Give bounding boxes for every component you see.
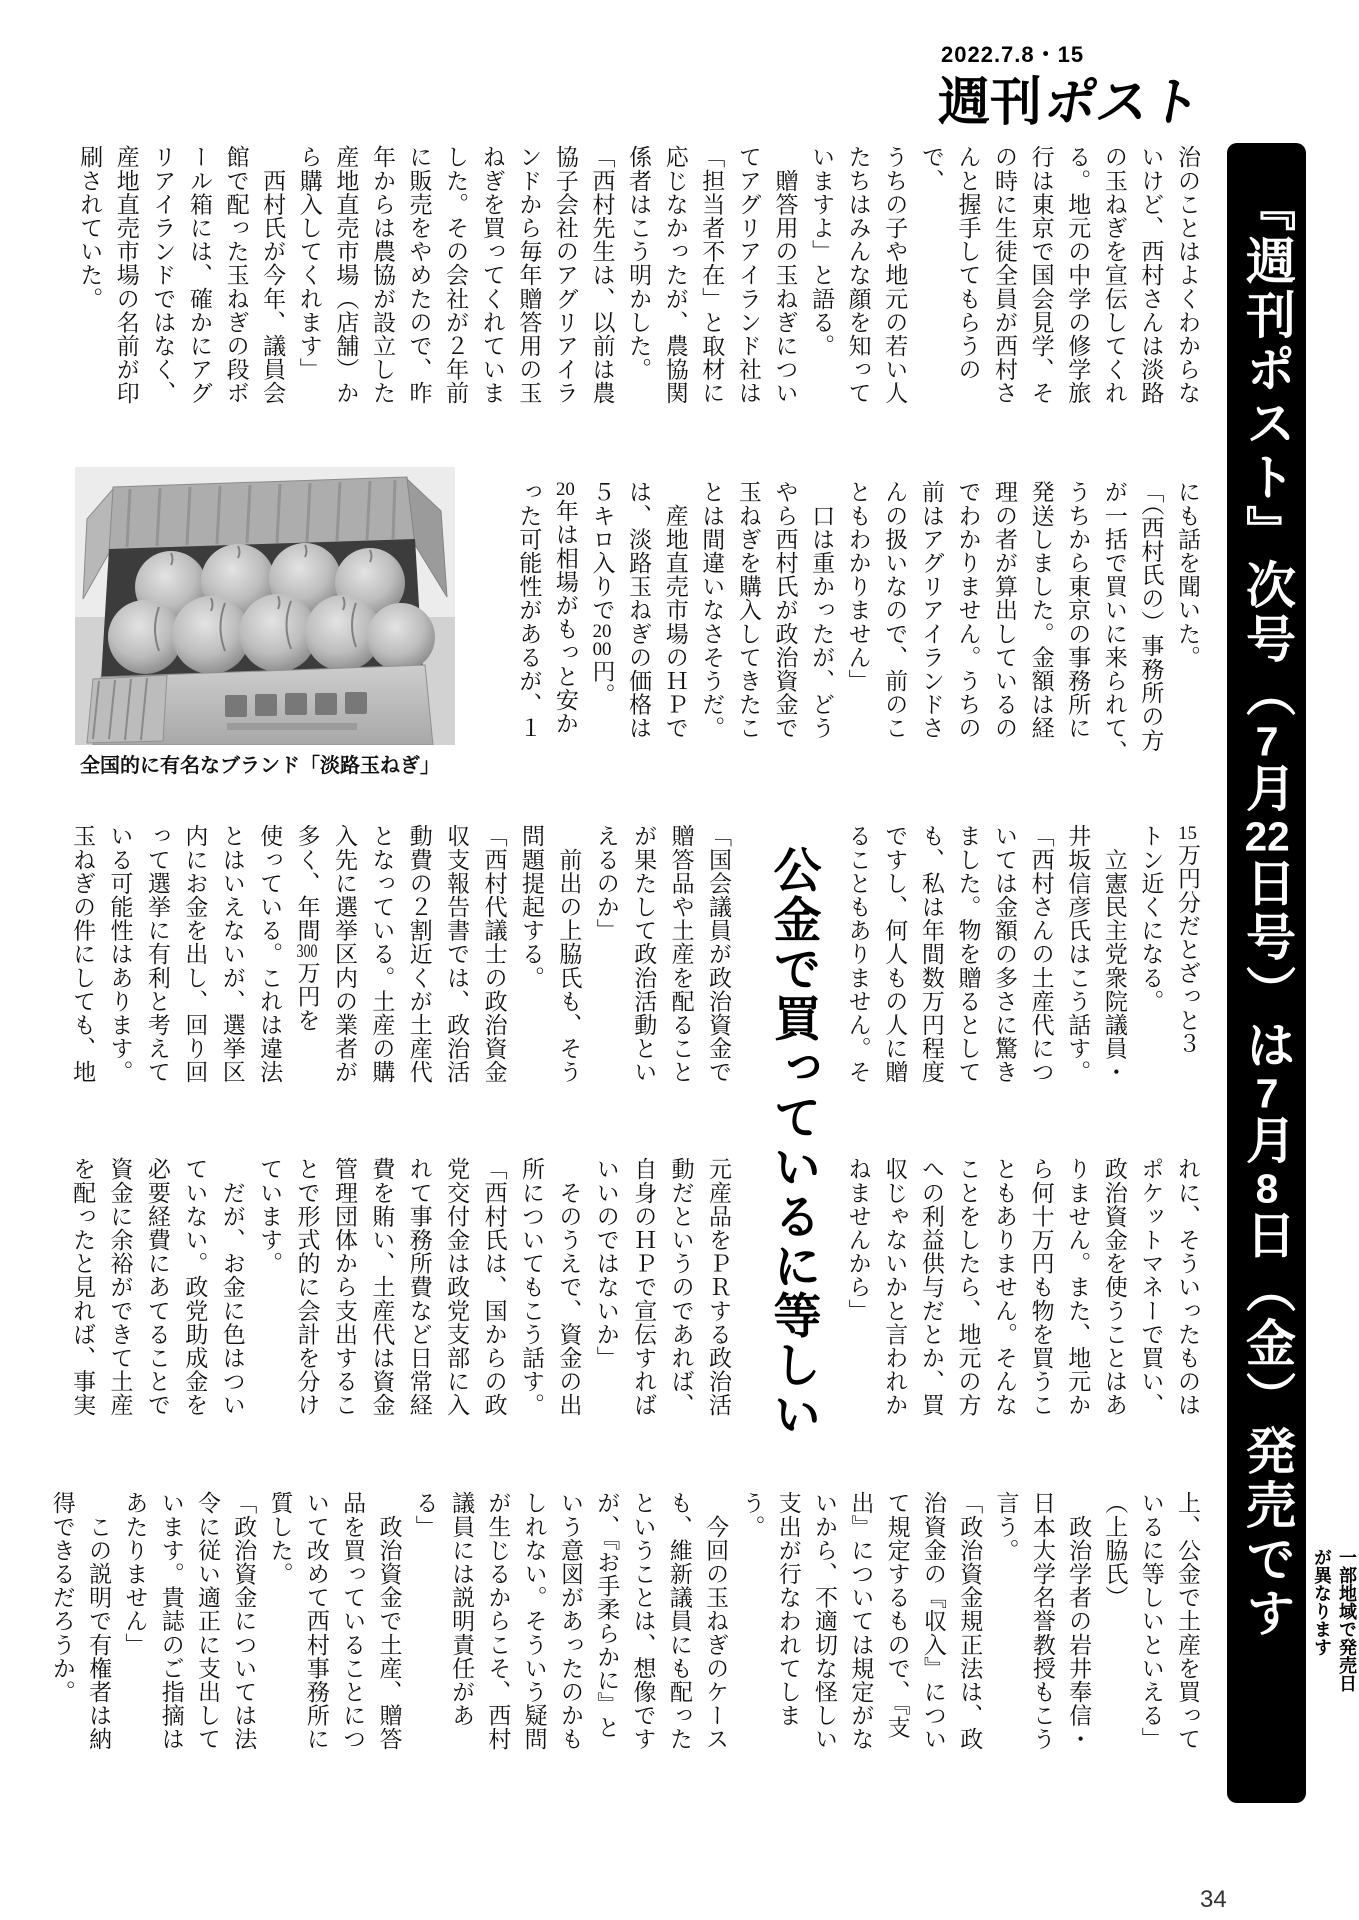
text-column: ました。物を贈るとして: [955, 824, 981, 1084]
text-band-5: [49, 1491, 1205, 1774]
text-column: 理の者が算出しているの: [992, 480, 1018, 740]
text-column: ら購入してくれます」: [296, 145, 322, 381]
text-column: あたりません」: [122, 1491, 148, 1657]
text-column: そのうえで、資金の出: [556, 1157, 582, 1417]
logo-post: ポスト: [1039, 74, 1207, 132]
text-column: 収じゃないかと言われか: [882, 1157, 908, 1417]
text-column: 協子会社のアグリアイラ: [552, 145, 578, 405]
text-column: が一括で買いに来られて、: [1101, 480, 1127, 764]
text-column: 令に従い適正に支出して: [194, 1491, 220, 1751]
text-column: れに、そういったものは: [1175, 1157, 1200, 1417]
text-column: の玉ねぎを宣伝してくれ: [1101, 145, 1127, 405]
text-column: ということは、想像です: [630, 1491, 656, 1751]
text-column: 「西村先生は、以前は農: [589, 145, 615, 405]
text-column: 自身のＨＰで宣伝すれば: [631, 1157, 657, 1417]
text-column: ともわかりません」: [845, 480, 871, 693]
text-column: 治のことはよくわからな: [1175, 145, 1200, 405]
text-column: 「西村さんの土産代につ: [1028, 824, 1054, 1084]
text-column: 政治学者の岩井奉信・: [1066, 1491, 1092, 1751]
text-column: リアイランドではなく、: [150, 145, 176, 405]
text-column: てアグリアイランド社は: [735, 145, 761, 405]
text-band-3-left: [64, 824, 737, 1105]
text-column: 上、公金で土産を買って: [1175, 1491, 1200, 1751]
text-column: 収支報告書では、政治活: [444, 824, 470, 1084]
text-column: だが、お金に色はつい: [219, 1157, 245, 1417]
page-number: 34: [1200, 1886, 1227, 1913]
text-column: しれない。そういう疑問: [521, 1491, 547, 1751]
text-column: る。地元の中学の修学旅: [1065, 145, 1091, 405]
text-column: 問題提起する。: [518, 824, 544, 990]
text-column: 党交付金は政党支部に入: [444, 1157, 470, 1417]
text-column: いるに等しいといえる」: [1138, 1491, 1164, 1751]
text-column: ねぎを買ってくれていま: [479, 145, 505, 405]
text-column: 動費の２割近くが土産代: [406, 824, 432, 1084]
text-band-4-right: [839, 1157, 1205, 1440]
text-column: うちの子や地元の若い人: [882, 145, 908, 405]
text-column: 「政治資金については法: [231, 1491, 257, 1751]
text-column: した。その会社が２年前: [443, 145, 469, 405]
text-column: ５キロ入りで2000円。: [589, 480, 615, 707]
text-column: とで形式的に会計を分け: [294, 1157, 320, 1417]
text-column: 入先に選挙区内の業者が: [331, 824, 357, 1084]
text-column: の時に生徒全員が西村さ: [992, 145, 1018, 405]
text-column: 係者はこう明かした。: [626, 145, 652, 381]
text-column: る」: [412, 1491, 438, 1539]
text-column: 贈答品や土産を配ること: [668, 824, 694, 1084]
text-column: 政治資金で土産、贈答: [376, 1491, 402, 1751]
text-column: 治資金の『収入』につい: [920, 1491, 946, 1751]
text-column: （上脇氏）: [1102, 1491, 1128, 1609]
text-column: 発送しました。金額は経: [1028, 480, 1054, 740]
text-column: 前はアグリアイランドさ: [918, 480, 944, 740]
text-column: ねませんから」: [845, 1157, 871, 1323]
text-column: 元産品をＰＲする政治活: [706, 1157, 731, 1417]
text-band-3-right: [839, 824, 1205, 1105]
text-column: たちはみんな顔を知って: [845, 145, 871, 405]
photo-caption: 全国的に有名なブランド「淡路玉ねぎ」: [80, 755, 440, 777]
text-column: うちから東京の事務所に: [1065, 480, 1091, 740]
text-column: は、淡路玉ねぎの価格は: [626, 480, 652, 740]
text-column: りません。また、地元か: [1065, 1157, 1091, 1417]
text-column: この説明で有権者は納: [86, 1491, 112, 1751]
text-column: いては金額の多さに驚き: [992, 824, 1018, 1084]
text-column: 資金に余裕ができて土産: [107, 1157, 133, 1417]
magazine-logo: [938, 60, 1207, 135]
text-column: 「（西村氏の）事務所の方: [1138, 480, 1164, 752]
text-column: を配ったと見れば、事実: [70, 1157, 96, 1417]
text-column: となっている。土産の購: [369, 824, 395, 1084]
text-column: 行は東京で国会見学、そ: [1028, 145, 1054, 405]
logo-shukan: 週刊: [938, 74, 1043, 132]
text-column: れて事務所費など日常経: [406, 1157, 432, 1417]
text-column: とはいえないが、選挙区: [219, 824, 245, 1084]
onion-photo-graphic: [75, 467, 455, 745]
text-column: ともありません。そんな: [992, 1157, 1018, 1417]
text-column: 費を賄い、土産代は資金: [369, 1157, 395, 1417]
text-column: 前出の上脇氏も、そう: [556, 824, 582, 1084]
text-column: 立憲民主党衆院議員・: [1101, 824, 1127, 1084]
onion-photo: [75, 467, 455, 745]
text-column: 所についてもこう話す。: [518, 1157, 544, 1417]
text-band-4-left: [64, 1157, 737, 1440]
text-column: 玉ねぎの件にしても、地: [70, 824, 96, 1084]
text-column: 「西村代議士の政治資金: [481, 824, 507, 1084]
text-column: 支出が行なわれてしまう。: [739, 1491, 801, 1727]
text-column: ことをしたら、地元の方: [955, 1157, 981, 1417]
text-column: 動だというのであれば、: [668, 1157, 694, 1417]
text-column: 西村氏が今年、議員会: [260, 145, 286, 405]
text-column: ール箱には、確かにアグ: [186, 145, 212, 405]
text-column: んと握手してもらうので、: [918, 145, 981, 381]
text-column: 品を買っていることにつ: [340, 1491, 366, 1751]
text-band-2: [510, 480, 1205, 765]
text-column: えるのか」: [593, 824, 619, 942]
text-column: 質した。: [267, 1491, 293, 1586]
text-column: も、維新議員にも配った: [666, 1491, 692, 1751]
text-column: ることもありません。そ: [845, 824, 871, 1084]
text-column: ら何十万円も物を買うこ: [1028, 1157, 1054, 1417]
text-column: 必要経費にあてることで: [144, 1157, 170, 1417]
text-column: 多く、年間300万円を: [294, 824, 320, 1032]
banner-region-note: 一部地域で発売日が異なります: [1312, 1548, 1357, 1692]
text-column: 政治資金を使うことはあ: [1101, 1157, 1127, 1417]
text-column: いいのではないか」: [593, 1157, 619, 1370]
text-column: への利益供与だとか、買: [918, 1157, 944, 1417]
text-column: て規定するもので、『支: [884, 1491, 910, 1740]
next-issue-banner-text: 『週刊ポスト』次号（7月22日号）は7月8日（金）発売です: [1239, 181, 1295, 1641]
text-column: とは間違いなさそうだ。: [699, 480, 725, 740]
text-column: 得できるだろうか。: [49, 1491, 75, 1704]
text-column: も、私は年間数万円程度: [918, 824, 944, 1084]
text-column: いけど、西村さんは淡路: [1138, 145, 1164, 405]
text-column: いう意図があったのかも: [557, 1491, 583, 1751]
text-column: 「担当者不在」と取材に: [699, 145, 725, 405]
text-column: 刷されていた。: [77, 145, 103, 311]
text-column: いる可能性はあります。: [107, 824, 133, 1084]
text-column: って選挙に有利と考えて: [144, 824, 170, 1084]
text-column: が、『お手柔らかに』と: [594, 1491, 620, 1740]
text-column: 井坂信彦氏はこう話す。: [1065, 824, 1091, 1084]
text-column: ています。: [257, 1157, 283, 1275]
text-column: んの扱いなので、前のこ: [882, 480, 908, 740]
text-band-1: [77, 145, 1205, 407]
text-column: 「西村氏は、国からの政: [481, 1157, 507, 1417]
text-column: 贈答用の玉ねぎについ: [772, 145, 798, 405]
text-column: 使っている。これは違法: [257, 824, 283, 1084]
text-column: 玉ねぎを購入してきたこ: [735, 480, 761, 740]
text-column: にも話を聞いた。: [1175, 480, 1200, 669]
text-column: 20年は相場がもっと安か: [552, 480, 578, 735]
text-column: 産地直売市場（店舗）か: [333, 145, 359, 405]
text-column: 議員には説明責任があ: [449, 1491, 475, 1727]
text-column: いから、不適切な怪しい: [812, 1491, 838, 1751]
text-column: 応じなかったが、農協関: [662, 145, 688, 405]
text-column: 出』については規定がな: [848, 1491, 874, 1751]
text-column: 内にお金を出し、回り回: [182, 824, 208, 1084]
text-column: が果たして政治活動とい: [631, 824, 657, 1084]
next-issue-banner: [1227, 143, 1306, 1803]
text-column: った可能性があるが、１: [516, 480, 542, 740]
text-column: 日本大学名誉教授もこう: [1029, 1491, 1055, 1751]
text-column: 口は重かったが、どう: [809, 480, 835, 740]
text-column: トン近くになる。: [1138, 824, 1164, 1013]
text-column: 「政治資金規正法は、政: [957, 1491, 983, 1751]
text-column: いますよ」と語る。: [809, 145, 835, 358]
text-column: 言う。: [993, 1491, 1019, 1562]
text-column: 産地直売市場の名前が印: [113, 145, 139, 405]
issue-date: 2022.7.8・15: [941, 42, 1085, 67]
text-column: でわかりません。うちの: [955, 480, 981, 740]
text-column: ンドから毎年贈答用の玉: [516, 145, 542, 405]
text-column: 今回の玉ねぎのケース: [703, 1491, 729, 1751]
text-column: 15万円分だとざっと３: [1175, 824, 1200, 1056]
text-column: が生じるからこそ、西村: [485, 1491, 511, 1751]
text-column: ですし、何人もの人に贈: [882, 824, 908, 1084]
text-column: 「国会議員が政治資金で: [706, 824, 731, 1084]
text-column: に販売をやめたので、昨: [406, 145, 432, 405]
text-column: 産地直売市場のＨＰで: [662, 480, 688, 740]
text-column: 館で配った玉ねぎの段ボ: [223, 145, 249, 405]
text-column: ていない。政党助成金を: [182, 1157, 208, 1417]
text-column: やら西村氏が政治資金で: [772, 480, 798, 740]
text-column: 管理団体から支出するこ: [331, 1157, 357, 1417]
section-headline: 公金で買っているに等しい: [766, 845, 819, 1439]
text-column: いて改めて西村事務所に: [303, 1491, 329, 1751]
text-column: います。貴誌のご指摘は: [158, 1491, 184, 1751]
text-column: 年からは農協が設立した: [369, 145, 395, 405]
text-column: ポケットマネーで買い、: [1138, 1157, 1164, 1417]
